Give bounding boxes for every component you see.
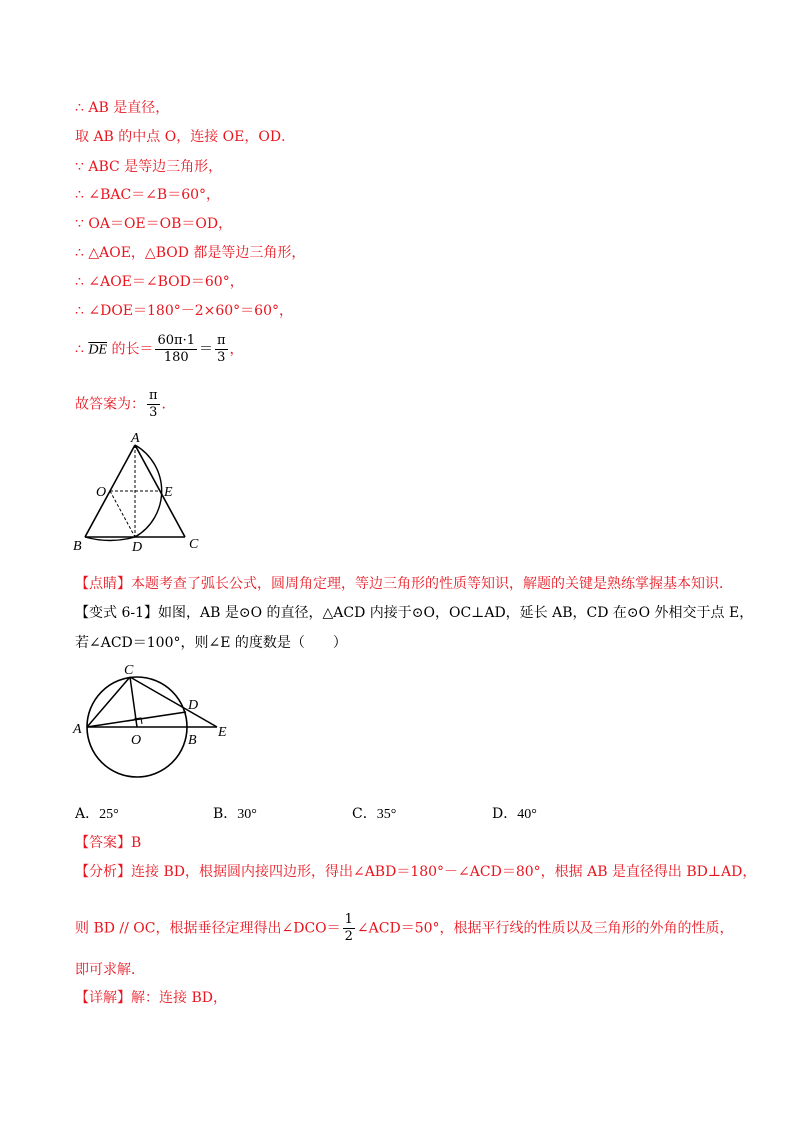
solution-line-5: ∵ OA＝OE＝OB＝OD， <box>75 216 233 232</box>
option-label: D． <box>492 806 518 822</box>
option-label: B． <box>213 806 238 822</box>
half-fraction <box>343 912 355 945</box>
option-label: A． <box>75 806 100 822</box>
comment-tag: 【点睛】 <box>75 576 131 592</box>
label-a: A <box>73 722 82 737</box>
solution-line-1: ∴ AB 是直径， <box>75 100 170 116</box>
fraction-denominator: 3 <box>149 405 158 420</box>
option-label: C． <box>352 806 377 822</box>
label-e: E <box>164 485 173 500</box>
fraction-denominator: 3 <box>217 350 226 365</box>
arc-length-text: 的长＝ <box>107 341 154 358</box>
answer-key-line <box>75 833 141 853</box>
label-b: B <box>188 733 197 748</box>
comment-text: 本题考查了弧长公式，圆周角定理，等边三角形的性质等知识，解题的关键是熟练掌握基本知识． <box>131 576 733 592</box>
answer-tag: 【答案】 <box>75 835 131 851</box>
solution-line-8: ∴ ∠DOE＝180°－2×60°＝60°， <box>75 303 293 319</box>
detail-text: 解：连接 BD， <box>131 990 227 1006</box>
figure-equilateral-triangle <box>65 430 215 555</box>
detail-tag: 【详解】 <box>75 990 131 1006</box>
answer-prefix: 故答案为： <box>75 396 145 413</box>
therefore-symbol: ∴ <box>75 341 89 358</box>
analysis-text: 连接 BD，根据圆内接四边形，得出∠ABD＝180°－∠ACD＝80°，根据 AB 是直径得出 BD⊥AD， <box>131 864 757 880</box>
right-angle-mark <box>134 718 142 724</box>
segment-ce <box>130 677 217 727</box>
option-value: 30° <box>237 807 257 822</box>
fraction-result <box>215 333 228 366</box>
analysis-text-a: 则 BD // OC，根据垂径定理得出∠DCO＝ <box>75 920 341 937</box>
solution-line-7: ∴ ∠AOE＝∠BOD＝60°， <box>75 274 244 290</box>
analysis-tag: 【分析】 <box>75 864 131 880</box>
analysis-line-3: 即可求解． <box>75 962 145 978</box>
fraction-denominator: 2 <box>344 929 353 944</box>
solution-line-4: ∴ ∠BAC＝∠B＝60°， <box>75 187 221 203</box>
label-d: D <box>188 698 199 713</box>
option-b[interactable] <box>213 803 257 823</box>
option-c[interactable] <box>352 803 396 823</box>
answer-value: B <box>131 835 142 851</box>
comment-line <box>75 574 733 594</box>
comma: ， <box>229 341 244 358</box>
option-d[interactable] <box>492 803 537 823</box>
option-value: 25° <box>99 807 119 822</box>
problem-line-1 <box>75 603 753 623</box>
solution-line-9 <box>75 333 244 366</box>
solution-line-2: 取 AB 的中点 O，连接 OE，OD． <box>75 129 296 145</box>
problem-line-2: 若∠ACD＝100°，则∠E 的度数是（ ） <box>75 635 347 651</box>
option-a[interactable] <box>75 803 119 823</box>
answer-line <box>75 388 176 421</box>
solution-line-6: ∴ △AOE，△BOD 都是等边三角形， <box>75 245 306 261</box>
label-o: O <box>96 485 107 500</box>
option-value: 35° <box>376 807 397 822</box>
segment-od <box>110 491 135 537</box>
fraction-arc-length <box>155 333 197 366</box>
fraction-numerator: π <box>216 333 226 348</box>
label-b: B <box>73 539 82 554</box>
fraction-numerator: 60π·1 <box>157 333 195 348</box>
detail-line <box>75 988 227 1008</box>
analysis-line-2 <box>75 912 734 945</box>
label-c: C <box>189 537 199 552</box>
label-e: E <box>218 725 227 740</box>
answer-period: ． <box>161 396 176 413</box>
label-a: A <box>131 431 140 446</box>
solution-line-3: ∵ ABC 是等边三角形， <box>75 159 223 175</box>
analysis-line-1 <box>75 862 756 882</box>
label-c: C <box>124 663 134 678</box>
option-value: 40° <box>517 807 537 822</box>
label-o: O <box>131 733 142 748</box>
label-d: D <box>132 540 143 555</box>
problem-text: 如图，AB 是⊙O 的直径，△ACD 内接于⊙O，OC⊥AD，延长 AB，CD 在⊙O 外相交于点 E， <box>158 605 754 621</box>
fraction-numerator: 1 <box>344 912 353 927</box>
analysis-text-b: ∠ACD＝50°，根据平行线的性质以及三角形的外角的性质， <box>356 920 734 937</box>
fraction-denominator: 180 <box>163 350 189 365</box>
figure-circle <box>65 660 245 790</box>
fraction-numerator: π <box>149 388 158 403</box>
answer-fraction <box>147 388 160 421</box>
problem-tag: 【变式 6-1】 <box>75 605 158 621</box>
equals-sign: ＝ <box>198 341 213 358</box>
arc-de: $\overline{DE}$ <box>88 342 108 358</box>
